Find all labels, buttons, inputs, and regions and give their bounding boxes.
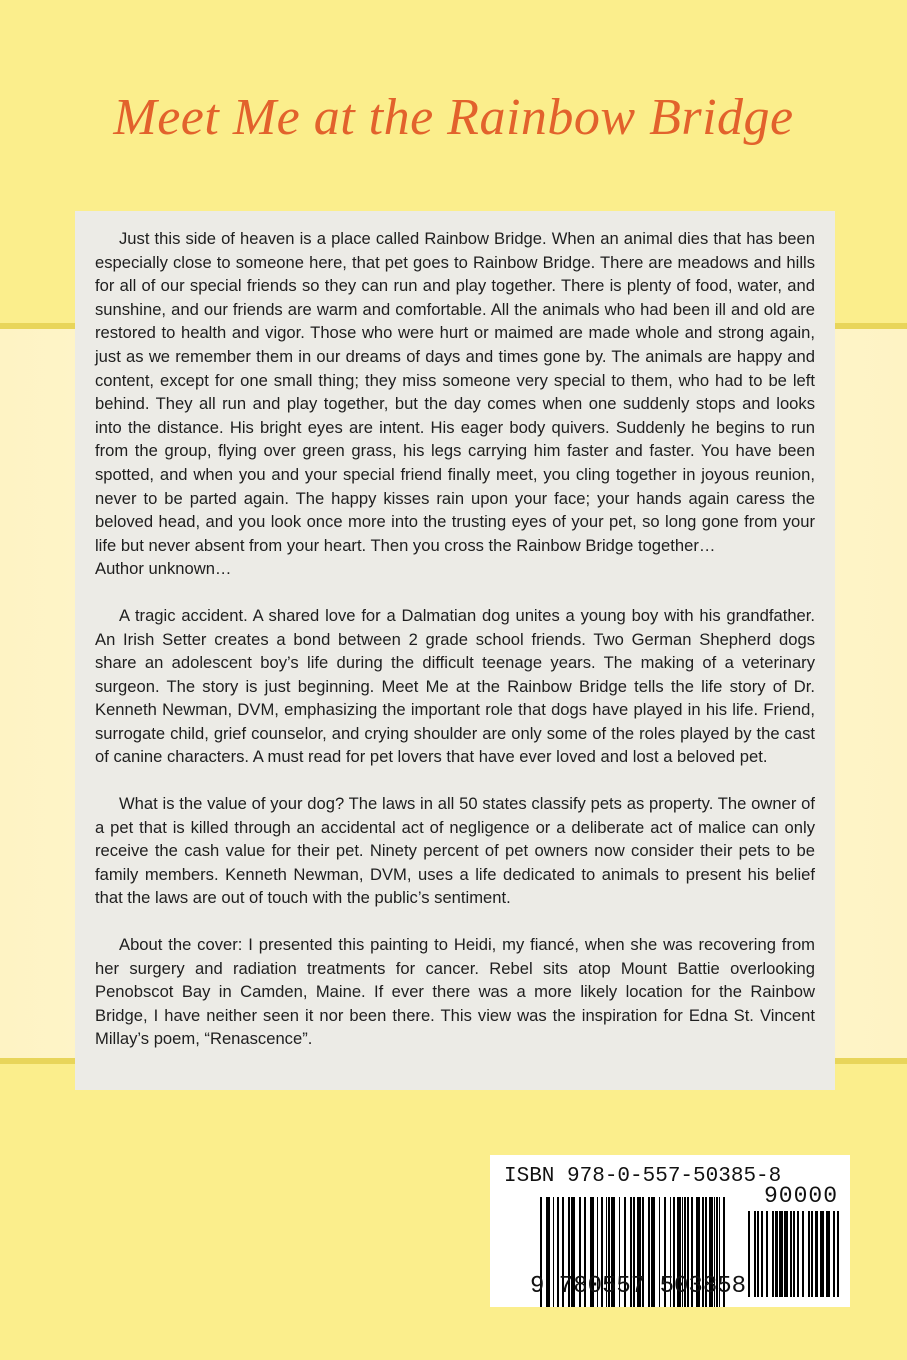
barcode-bar [772,1211,774,1297]
addon-barcode-bars [748,1211,842,1297]
barcode-bar [833,1211,835,1297]
barcode-bar [748,1211,750,1297]
barcode-bar [775,1211,778,1297]
book-summary: A tragic accident. A shared love for a Dalmatian dog unites a young boy with his grandfather. An Irish Setter creates a bond between 2 grade school friends. Two German Shepherd dogs share an adolescent boy’s life during the difficult teenage years. The making of a veterinary surgeon. The story is just beginning. Meet Me at the Rainbow Bridge tells the life story of Dr. Kenneth Newman, DVM, emphasizing the important role that dogs have played in his life. Friend, surrogate child, grief counselor, and crying shoulder are only some of the roles played by the cast of canine characters. A must read for pet lovers that have ever loved and lost a beloved pet. [95,605,815,767]
barcode-bar [820,1211,824,1297]
poem-author: Author unknown… [95,559,232,579]
description-panel [75,211,835,1090]
barcode-digits: 9 780557 503858 [530,1273,747,1300]
barcode-bar [779,1211,783,1297]
barcode-bar [766,1211,768,1297]
rainbow-bridge-poem: Just this side of heaven is a place called Rainbow Bridge. When an animal dies that has been especially close to someone here, that pet goes to Rainbow Bridge. There are meadows and hills for all of our special friends so they can run and play together. There is plenty of food, water, and sunshine, and our friends are warm and comfortable. All the animals who had been ill and old are restored to health and vigor. Those who were hurt or maimed are made whole and strong again, just as we remember them in our dreams of days and times gone by. The animals are happy and content, except for one small thing; they miss someone very special to them, who had to be left behind. They all run and play together, but the day comes when one suddenly stops and looks into the distance. His bright eyes are intent. His eager body quivers. Suddenly he begins to run from the group, flying over green grass, his legs carrying him faster and faster. You have been spotted, and when you and your special friend finally meet, you cling together in joyous reunion, never to be parted again. The happy kisses rain upon your face; your hands again caress the beloved head, and you look once more into the trusting eyes of your pet, so long gone from your life but never absent from your heart. Then you cross the Rainbow Bridge together… [95,229,815,555]
about-cover-paragraph: About the cover: I presented this painting to Heidi, my fiancé, when she was recovering from her surgery and radiation treatments for cancer. Rebel sits atop Mount Battie overlooking Penobscot Bay in Camden, Maine. If ever there was a more likely location for the Rainbow Bridge, I have neither seen it nor been there. This view was the inspiration for Edna St. Vincent Millay’s poem, “Renascence”. [95,935,815,1049]
isbn-barcode [490,1155,850,1307]
barcode-bar [793,1211,795,1297]
barcode-bar [802,1211,804,1297]
barcode-bar [811,1211,813,1297]
barcode-bar [757,1211,759,1297]
barcode-bar [837,1211,839,1297]
barcode-bar [815,1211,818,1297]
price-addon-code: 90000 [764,1183,839,1209]
barcode-bar [761,1211,763,1297]
barcode-bar [808,1211,810,1297]
barcode-bar [790,1211,792,1297]
isbn-label: ISBN 978-0-557-50385-8 [504,1165,782,1188]
barcode-bar [784,1211,788,1297]
barcode-bar [754,1211,756,1297]
barcode-bar [797,1211,799,1297]
book-title: Meet Me at the Rainbow Bridge [113,89,794,146]
barcode-bar [826,1211,830,1297]
value-of-dog-paragraph: What is the value of your dog? The laws in all 50 states classify pets as property. The owner of a pet that is killed through an accidental act of negligence or a deliberate act of malice can only receive the cash value for their pet. Ninety percent of pet owners now consider their pets to be family members. Kenneth Newman, DVM, uses a life dedicated to animals to present his belief that the laws are out of touch with the public’s sentiment. [95,794,815,908]
